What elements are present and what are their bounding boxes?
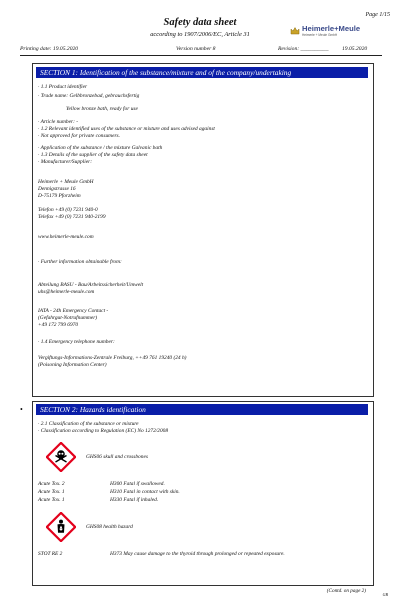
application-line: · Application of the substance / the mixture Galvanic bath	[38, 145, 163, 151]
further-info-label: · Further information obtainable from:	[38, 259, 122, 265]
company-city: D-75179 Pforzheim	[38, 193, 81, 199]
revision-label: Revision: __________	[278, 46, 329, 52]
company-name: Heimerle + Meule GmbH	[38, 179, 94, 185]
health-hazard-icon	[46, 512, 76, 542]
page-number: Page 1/15	[365, 12, 390, 18]
article-number: · Article number: -	[38, 119, 79, 125]
hazard-category-3: Acute Tox. 1	[38, 497, 65, 503]
section-1-frame	[32, 63, 374, 397]
company-street: Dennigstrasse 16	[38, 186, 76, 192]
trade-name: · Trade name: Gelbbronzebad, gebrauchsfertig	[38, 93, 140, 99]
classification-label: · 2.1 Classification of the substance or mixture	[38, 421, 139, 427]
emergency-phone-label: · 1.4 Emergency telephone number:	[38, 339, 115, 345]
iata-contact-german: (Gefahrgut-Notrufnummer)	[38, 315, 98, 321]
iata-phone: +49 172 799 6970	[38, 322, 79, 328]
iata-contact: IATA - 24h Emergency Contact -	[38, 308, 109, 314]
ghs08-label: GHS08 health hazard	[86, 524, 133, 530]
ghs06-label: GHS06 skull and crossbones	[86, 454, 148, 460]
classification-regulation: · Classification according to Regulation (EC) No 1272/2008	[38, 428, 169, 434]
manufacturer-label: · Manufacturer/Supplier:	[38, 159, 92, 165]
hazard-category-1: Acute Tox. 2	[38, 481, 65, 487]
company-phone: Telefon +49 (0) 7231 940-0	[38, 207, 98, 213]
supplier-details-label: · 1.3 Details of the supplier of the safety data sheet	[38, 152, 148, 158]
logo-name: Heimerle+Meule	[302, 24, 361, 33]
skull-crossbones-icon	[46, 442, 76, 472]
company-logo	[290, 24, 370, 40]
hazard-category-2: Acute Tox. 1	[38, 489, 65, 495]
logo-tagline: Heimerle + Meule GmbH	[302, 33, 338, 37]
company-website: www.heimerle-meule.com	[38, 234, 94, 240]
section-1-heading: SECTION 1: Identification of the substance/mixture and of the company/undertaking	[36, 67, 368, 78]
poison-center-phone: Vergiftungs-Informations-Zentrale Freiburg, ++49 761 19240 (24 h)	[38, 355, 187, 361]
revision-date: 19.05.2020	[342, 46, 368, 52]
continued-note: (Contd. on page 2)	[326, 588, 366, 594]
not-approved-note: · Not approved for private consumers.	[38, 133, 120, 139]
section-2-heading: SECTION 2: Hazards identification	[36, 404, 368, 415]
printing-date: Printing date: 19.05.2020	[20, 46, 79, 52]
hazard-statement-3: H330 Fatal if inhaled.	[110, 497, 159, 503]
version-number: Version number 8	[176, 46, 216, 52]
department-name: Abteilung BASU - Bau/Arbeitssicherheit/Umwelt	[38, 282, 144, 288]
company-fax: Telefax +49 (0) 7231 940-2199	[38, 214, 106, 220]
document-title: Safety data sheet	[163, 17, 237, 28]
hazard-statement-1: H300 Fatal if swallowed.	[110, 481, 165, 487]
document-subtitle: according to 1907/2006/EC, Article 31	[150, 31, 250, 38]
country-code: GB	[382, 592, 388, 597]
product-identifier-label: · 1.1 Product identifier	[38, 84, 88, 90]
department-email: uhs@heimerle-meule.com	[38, 289, 95, 295]
stot-category: STOT RE 2	[38, 551, 63, 557]
relevant-uses-label: · 1.2 Relevant identified uses of the substance or mixture and uses advised against	[38, 126, 215, 132]
crown-logo-icon	[290, 26, 300, 36]
poison-center-english: (Poisoning Information Center)	[38, 362, 107, 368]
header-rule	[20, 55, 382, 56]
trade-name-english: Yellow bronze bath, ready for use	[66, 106, 138, 112]
hazard-statement-2: H310 Fatal in contact with skin.	[110, 489, 180, 495]
section-bullet: •	[20, 405, 23, 414]
stot-statement: H373 May cause damage to the thyroid through prolonged or repeated exposure.	[110, 551, 285, 557]
